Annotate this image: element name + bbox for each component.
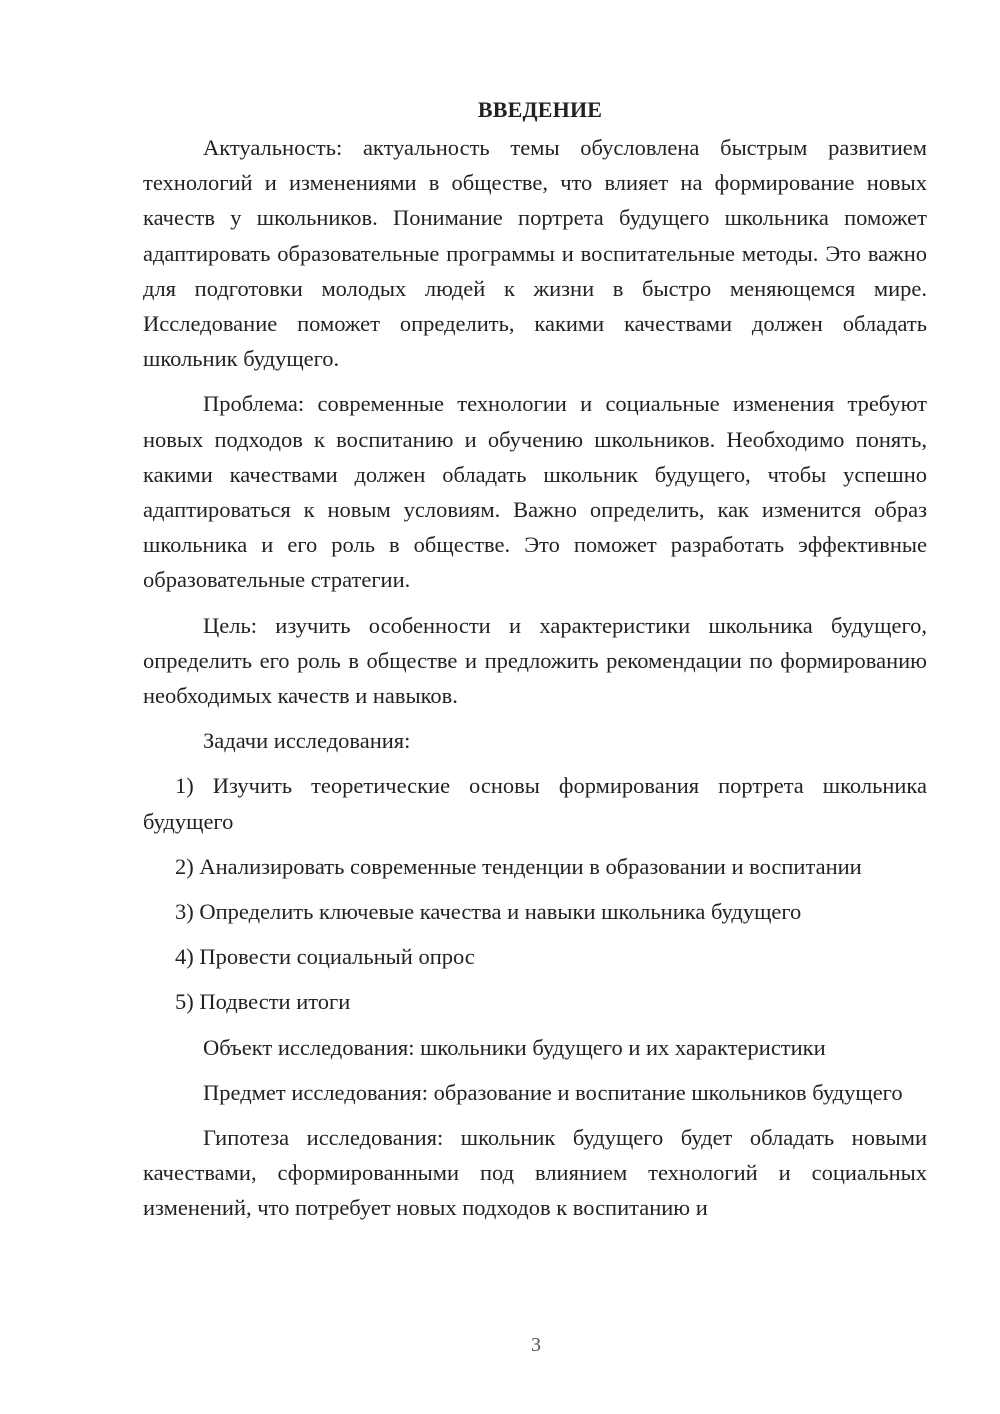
task-item-2: 2) Анализировать современные тенденции в образовании и воспитании	[175, 853, 862, 879]
task-item-4: 4) Провести социальный опрос	[175, 944, 475, 970]
problem-paragraph: Проблема: современные технологии и социальные изменения требуют новых подходов к воспитанию и обучению школьников. Необходимо понять, какими качествами должен обладать школьник будущего, чтобы успешно адаптироваться к новым условиям. Важно определить, как изменится образ школьника и его роль в обществе. Это поможет разработать эффективные образовательные стратегии.	[143, 391, 927, 593]
section-title: ВВЕДЕНИЕ	[477, 97, 603, 122]
research-subject: Предмет исследования: образование и воспитание школьников будущего	[203, 1079, 903, 1105]
research-object: Объект исследования: школьники будущего и их характеристики	[203, 1034, 826, 1060]
task-item-5: 5) Подвести итоги	[175, 989, 351, 1015]
page-content	[143, 92, 927, 1226]
task-item-1: 1) Изучить теоретические основы формирования портрета школьника будущего	[143, 773, 927, 834]
relevance-paragraph: Актуальность: актуальность темы обусловлена быстрым развитием технологий и изменениями в обществе, что влияет на формирование новых качеств у школьников. Понимание портрета будущего школьника поможет адаптировать образовательные программы и воспитательные методы. Это важно для подготовки молодых людей к жизни в быстро меняющемся мире. Исследование поможет определить, какими качествами должен обладать школьник будущего.	[143, 135, 927, 372]
tasks-heading: Задачи исследования:	[203, 728, 411, 754]
task-item-3: 3) Определить ключевые качества и навыки школьника будущего	[175, 899, 802, 925]
page-number: 3	[531, 1334, 541, 1356]
hypothesis-paragraph: Гипотеза исследования: школьник будущего будет обладать новыми качествами, сформированными под влиянием технологий и социальных изменений, что потребует новых подходов к воспитанию и	[143, 1125, 927, 1221]
goal-paragraph: Цель: изучить особенности и характеристики школьника будущего, определить его роль в обществе и предложить рекомендации по формированию необходимых качеств и навыков.	[143, 612, 927, 709]
